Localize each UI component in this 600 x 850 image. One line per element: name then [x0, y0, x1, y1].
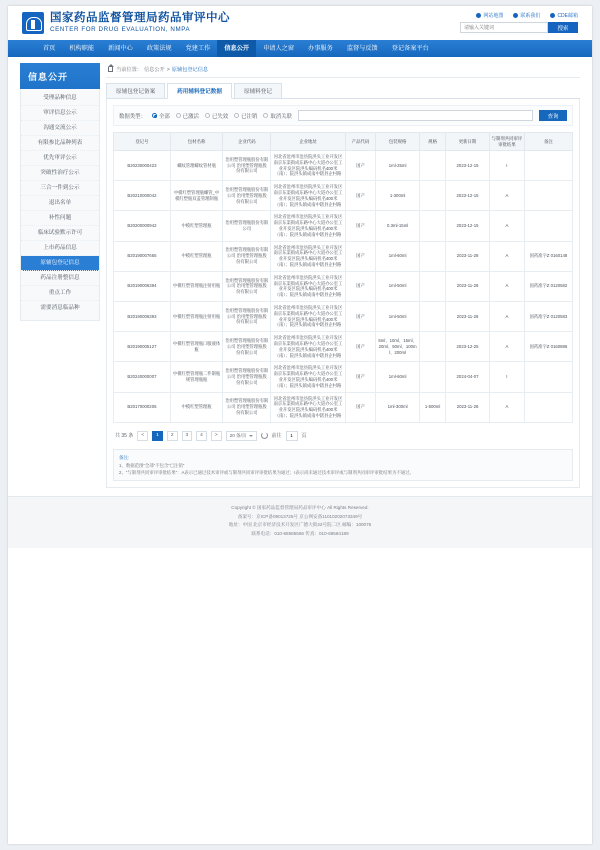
cell-date: 2023-12-15 — [446, 151, 490, 181]
chevron-down-icon — [249, 435, 253, 437]
cell-remark: 国药准字Z 0120583 — [524, 301, 572, 331]
query-button[interactable]: 查询 — [539, 110, 567, 121]
radio-icon-active — [176, 113, 181, 118]
jump-suffix: 页 — [301, 433, 307, 440]
radio-icon-all — [152, 113, 157, 118]
site-header — [8, 6, 592, 40]
col-remark: 备注 — [524, 133, 572, 151]
cell-company: 治用塑管理瓶股份有限公司 治用塑管理瓶股份有限公司 — [223, 332, 271, 362]
filter-label: 数据类型： — [119, 113, 146, 120]
note-item-1: 1、数据范围“全部”不包含“已注销” — [119, 462, 185, 468]
cell-remark: 国药准字Z 0120582 — [524, 271, 572, 301]
page-2-button[interactable]: 2 — [167, 431, 178, 441]
cell-product: 国产 — [345, 362, 376, 392]
cell-remark — [524, 362, 572, 392]
col-company: 企业代码 — [223, 133, 271, 151]
radio-icon-cancelled — [234, 113, 239, 118]
cell-spec — [419, 151, 445, 181]
cell-address: 河北省沧州市沧县院洪头工业开发区南京东渠街成东路中心大道办公室工业开发区院洪头编码机名400米（南）；院洪头镇成南中辖县企村路 — [271, 181, 345, 211]
sidebar-item-1[interactable]: 审评信息公示 — [21, 106, 99, 121]
cell-address: 河北省沧州市沧县院洪头工业开发区南京东渠街成东路中心大道办公室工业开发区院洪头编码机名400米（南）；院洪头镇成南中辖县企村路 — [271, 151, 345, 181]
cell-spec — [419, 181, 445, 211]
browser-page — [8, 6, 592, 844]
jump-page-input[interactable] — [286, 431, 298, 441]
cell-name: 中模红塑管理瓶 — [170, 392, 222, 422]
keyword-input[interactable] — [298, 110, 533, 121]
table-row[interactable] — [114, 241, 573, 271]
filter-option-cancelled[interactable] — [234, 112, 257, 120]
sidebar-item-7[interactable]: 退出名单 — [21, 196, 99, 211]
mail-link-label: CDE邮箱 — [557, 13, 578, 19]
cell-spec — [419, 362, 445, 392]
contact-link[interactable] — [513, 12, 540, 19]
note-item-2: 2、“与制剂共同审评审批结果”：A表示已通过技术审评或与制剂共同审评审批结果为通过；I表示尚未通过技术审评或与制剂共同审评审批结果为不通过。 — [119, 469, 414, 475]
cell-address: 河北省沧州市沧县院洪头工业开发区南京东渠街成东路中心大道办公室工业开发区院洪头编码机名400米（南）；院洪头镇成南中辖县企村路 — [271, 362, 345, 392]
cell-pack: 0.3ml-15ml — [376, 211, 420, 241]
cell-address: 河北省沧州市沧县院洪头工业开发区南京东渠街成东路中心大道办公室工业开发区院洪头编码机名400米（南）；院洪头镇成南中辖县企村路 — [271, 332, 345, 362]
nav-item-news[interactable]: 新闻中心 — [108, 45, 133, 52]
footer-copyright: Copyright © 国家药品监督管理局药品审评中心 All Rights Reserved. — [231, 504, 369, 510]
cell-company: 治用塑管理瓶股份有限公司 治用塑管理瓶股份有限公司 — [223, 241, 271, 271]
filter-bar — [113, 105, 573, 126]
table-header-row — [114, 133, 573, 151]
sidebar-item-12[interactable]: 药品注册整信息 — [21, 271, 99, 286]
cell-reg-no: B20240000007 — [114, 362, 171, 392]
cell-remark — [524, 392, 572, 422]
refresh-icon[interactable] — [261, 432, 268, 439]
cell-product: 国产 — [345, 301, 376, 331]
jump-prefix: 前往 — [271, 433, 282, 440]
result-panel — [106, 99, 580, 488]
cell-product: 国产 — [345, 181, 376, 211]
cell-name: 中模红塑管理瓶口服液体瓶 — [170, 332, 222, 362]
cell-name: 中模红塑管理瓶注射用瓶 — [170, 301, 222, 331]
cell-address: 河北省沧州市沧县院洪头工业开发区南京东渠街成东路中心大道办公室工业开发区院洪头编码机名400米（南）；院洪头镇成南中辖县企村路 — [271, 211, 345, 241]
cell-pack: 1ml-25ml — [376, 151, 420, 181]
cell-date: 2023-12-15 — [446, 211, 490, 241]
pagination — [113, 429, 573, 443]
col-reg-no: 登记号 — [114, 133, 171, 151]
cell-company: 治用塑管理瓶股份有限公司 治用塑管理瓶股份有限公司 — [223, 181, 271, 211]
cell-product: 国产 — [345, 241, 376, 271]
cell-remark — [524, 181, 572, 211]
page-1-button[interactable]: 1 — [152, 431, 163, 441]
cell-name: 中模红塑管理瓶螺管_中模红塑瓶双盖管理制瓶 — [170, 181, 222, 211]
cell-result: A — [489, 392, 524, 422]
col-pack: 包装规格 — [376, 133, 420, 151]
filter-option-unlinked[interactable] — [263, 112, 292, 120]
sidebar-item-0[interactable]: 受理品种信息 — [21, 91, 99, 106]
sidebar — [20, 63, 100, 488]
cell-name: 螺纹管理螺纹管材瓶 — [170, 151, 222, 181]
table-row[interactable] — [114, 362, 573, 392]
tab-material-registration[interactable]: 原辅料登记 — [234, 83, 282, 98]
sidebar-item-9[interactable]: 临床试验默示许可 — [21, 226, 99, 241]
cell-pack: 1ml-60ml — [376, 362, 420, 392]
breadcrumb-path[interactable]: 信息公开 — [143, 67, 165, 73]
cell-name: 中模红塑管理瓶 — [170, 241, 222, 271]
header-links — [476, 12, 578, 19]
col-address: 企业地址 — [271, 133, 345, 151]
filter-option-all[interactable] — [152, 112, 170, 120]
cell-result: A — [489, 332, 524, 362]
cell-name: 中模红塑管理瓶注射用瓶 — [170, 271, 222, 301]
site-title — [50, 12, 230, 33]
cell-reg-no: B20230000423 — [114, 151, 171, 181]
cell-pack: 1-300ml — [376, 181, 420, 211]
sidebar-list — [20, 89, 100, 321]
page-4-button[interactable]: 4 — [196, 431, 207, 441]
cell-remark — [524, 211, 572, 241]
sidebar-item-5[interactable]: 突破性治疗公示 — [21, 166, 99, 181]
sitemap-link[interactable] — [476, 12, 503, 19]
mail-link[interactable] — [550, 12, 578, 19]
col-spec: 规格 — [419, 133, 445, 151]
col-date: 更新日期 — [446, 133, 490, 151]
phone-icon — [513, 13, 518, 18]
cell-reg-no: B20190005127 — [114, 332, 171, 362]
sidebar-item-13[interactable]: 重点工作 — [21, 286, 99, 301]
tab-registration-record[interactable]: 原辅包登记备案 — [106, 83, 165, 98]
nav-item-services[interactable]: 办事服务 — [308, 45, 333, 52]
cell-reg-no: B20190006394 — [114, 271, 171, 301]
cell-address: 河北省沧州市沧县院洪头工业开发区南京东渠街成东路中心大道办公室工业开发区院洪头编码机名400米（南）；院洪头镇成南中辖县企村路 — [271, 271, 345, 301]
sidebar-item-2[interactable]: 沟通交流公示 — [21, 121, 99, 136]
cell-result: A — [489, 211, 524, 241]
cell-date: 2023-11-28 — [446, 241, 490, 271]
table-row[interactable] — [114, 271, 573, 301]
next-page-button[interactable]: > — [211, 431, 222, 441]
cell-result: A — [489, 241, 524, 271]
nav-item-policy[interactable]: 政策法规 — [146, 45, 172, 52]
filter-option-unlinked-label: 取消关联 — [270, 113, 292, 120]
nav-item-info-disclosure[interactable]: 信息公开 — [217, 40, 256, 57]
table-row[interactable] — [114, 181, 573, 211]
cell-spec — [419, 332, 445, 362]
filter-option-active[interactable] — [176, 112, 199, 120]
cell-product: 国产 — [345, 392, 376, 422]
cell-spec — [419, 211, 445, 241]
tab-excipient-data[interactable]: 药用辅料登记数据 — [167, 83, 232, 99]
table-row[interactable] — [114, 151, 573, 181]
cell-date: 2023-11-28 — [446, 271, 490, 301]
cell-spec: 1-500ml — [419, 392, 445, 422]
cell-reg-no: B20210000042 — [114, 181, 171, 211]
cell-address: 河北省沧州市沧县院洪头工业开发区南京东渠街成东路中心大道办公室工业开发区院洪头编码机名400米（南）；院洪头镇成南中辖县企村路 — [271, 241, 345, 271]
footer-phone: 联系电话：010-68585566 传真：010-68584189 — [251, 530, 349, 536]
cell-product: 国产 — [345, 211, 376, 241]
nav-item-feedback[interactable]: 监督与反馈 — [346, 45, 378, 52]
cell-company: 治用塑管理瓶股份有限公司 — [223, 211, 271, 241]
breadcrumb — [106, 63, 580, 78]
cell-remark: 国药准字Z 0160886 — [524, 332, 572, 362]
cell-name: 中模红塑管理瓶二件制瓶规管理瓶瓶 — [170, 362, 222, 392]
cell-spec — [419, 241, 445, 271]
cell-address: 河北省沧州市沧县院洪头工业开发区南京东渠街成东路中心大道办公室工业开发区院洪头编码机名400米（南）；院洪头镇成南中辖县企村路 — [271, 392, 345, 422]
page-size-select[interactable] — [226, 431, 257, 441]
contact-link-label: 联系我们 — [520, 13, 541, 19]
header-right — [460, 12, 578, 33]
cell-product: 国产 — [345, 271, 376, 301]
cell-date: 2024-04-07 — [446, 362, 490, 392]
home-icon — [108, 67, 113, 72]
notes-title: 备注： — [119, 454, 133, 460]
sitemap-link-label: 网站地图 — [483, 13, 504, 19]
cell-company: 治用塑管理瓶股份有限公司 治用塑管理瓶股份有限公司 — [223, 362, 271, 392]
cell-reg-no: B20190007665 — [114, 241, 171, 271]
tab-bar — [106, 83, 580, 99]
cell-product: 国产 — [345, 332, 376, 362]
cell-company: 治用塑管理瓶股份有限公司 治用塑管理瓶股份有限公司 — [223, 392, 271, 422]
footer-icp: 备案号：京ICP备09013725号 京公网安备11010202073349号 — [237, 513, 363, 519]
filter-option-active-label: 已激活 — [182, 113, 199, 120]
cell-reg-no: B20190006393 — [114, 301, 171, 331]
sidebar-item-8[interactable]: 补性问题 — [21, 211, 99, 226]
notes-block — [113, 449, 573, 481]
search-button[interactable]: 搜索 — [548, 22, 578, 33]
sidebar-title: 信息公开 — [20, 63, 100, 89]
filter-option-invalid[interactable] — [205, 112, 228, 120]
nav-item-functions[interactable]: 机构职能 — [69, 45, 95, 52]
prev-page-button[interactable]: < — [137, 431, 148, 441]
filter-option-invalid-label: 已失效 — [211, 113, 229, 120]
table-row[interactable] — [114, 392, 573, 422]
main-nav — [8, 40, 592, 57]
cell-pack: 1ml-50ml — [376, 271, 420, 301]
site-title-en: CENTER FOR DRUG EVALUATION, NMPA — [50, 26, 191, 34]
radio-icon-unlinked — [263, 113, 268, 118]
table-row[interactable] — [114, 332, 573, 362]
cell-spec — [419, 301, 445, 331]
nav-item-party[interactable]: 党建工作 — [185, 45, 211, 52]
cell-reg-no: B20170000206 — [114, 392, 171, 422]
sidebar-item-11[interactable]: 原辅包登记信息 — [21, 256, 99, 271]
header-search — [460, 22, 578, 33]
breadcrumb-home: 当前位置： — [116, 67, 142, 73]
radio-icon-invalid — [205, 113, 210, 118]
cell-result: A — [489, 181, 524, 211]
cell-product: 国产 — [345, 151, 376, 181]
cell-reg-no: B20200000942 — [114, 211, 171, 241]
search-input[interactable] — [460, 22, 548, 33]
col-result: 与制剂共同审评审批结果 — [489, 133, 524, 151]
page-content — [8, 57, 592, 488]
cell-name: 中模红塑管理瓶 — [170, 211, 222, 241]
cell-result: I — [489, 362, 524, 392]
sidebar-item-6[interactable]: 三合一件到公示 — [21, 181, 99, 196]
col-name: 包材名称 — [170, 133, 222, 151]
cell-pack: 5ml、10ml、15ml、20ml、50ml、100ml、200ml — [376, 332, 420, 362]
nav-item-home[interactable]: 首页 — [43, 45, 56, 52]
cell-date: 2023-12-15 — [446, 181, 490, 211]
cell-pack: 1ml-60ml — [376, 241, 420, 271]
site-footer — [8, 496, 592, 548]
sidebar-item-14[interactable]: 需要消息临品种 — [40, 305, 80, 311]
cell-date: 2023-12-25 — [446, 332, 490, 362]
cell-company: 治用塑管理瓶股份有限公司 治用塑管理瓶股份有限公司 — [223, 271, 271, 301]
pin-icon — [476, 13, 481, 18]
cell-remark — [524, 151, 572, 181]
filter-option-all-label: 全部 — [158, 113, 170, 120]
breadcrumb-current: 原辅包登记信息 — [171, 67, 209, 73]
cell-pack: 1ml-300ml — [376, 392, 420, 422]
cell-date: 2023-11-28 — [446, 392, 490, 422]
total-count: 共 35 条 — [115, 433, 134, 440]
table-row[interactable] — [114, 301, 573, 331]
results-table — [113, 132, 573, 423]
cell-result: A — [489, 271, 524, 301]
cell-date: 2023-11-28 — [446, 301, 490, 331]
cell-address: 河北省沧州市沧县院洪头工业开发区南京东渠街成东路中心大道办公室工业开发区院洪头编码机名400米（南）；院洪头镇成南中辖县企村路 — [271, 301, 345, 331]
sidebar-item-4[interactable]: 优先审评公示 — [21, 151, 99, 166]
nav-item-applicant[interactable]: 申请人之窗 — [263, 45, 295, 52]
table-body — [114, 151, 573, 423]
sidebar-item-10[interactable]: 上市药品信息 — [21, 241, 99, 256]
cell-company: 治用塑管理瓶股份有限公司 治用塑管理瓶股份有限公司 — [223, 301, 271, 331]
table-row[interactable] — [114, 211, 573, 241]
sidebar-item-3[interactable]: 有限参比品种列表 — [21, 136, 99, 151]
cell-result: I — [489, 151, 524, 181]
cell-spec — [419, 271, 445, 301]
cell-result: A — [489, 301, 524, 331]
cell-pack: 1ml-50ml — [376, 301, 420, 331]
breadcrumb-sep: > — [166, 66, 170, 73]
cell-company: 治用塑管理瓶股份有限公司 治用塑管理瓶股份有限公司 — [223, 151, 271, 181]
main-column — [106, 63, 580, 488]
cell-remark: 国药准字Z 0160148 — [524, 241, 572, 271]
page-size-label: 20 条/页 — [229, 432, 247, 438]
footer-address: 地址：中国 北京市经济技术开发区广德大街22号院二区 邮编：100076 — [228, 522, 372, 528]
nav-item-registration-platform[interactable]: 登记备案平台 — [391, 45, 429, 52]
page-3-button[interactable]: 3 — [182, 431, 193, 441]
nmpa-logo-icon — [22, 12, 44, 34]
filter-option-cancelled-label: 已注销 — [241, 113, 258, 120]
col-product: 产品代码 — [345, 133, 376, 151]
site-title-cn: 国家药品监督管理局药品审评中心 — [50, 11, 230, 24]
mail-icon — [550, 13, 555, 18]
